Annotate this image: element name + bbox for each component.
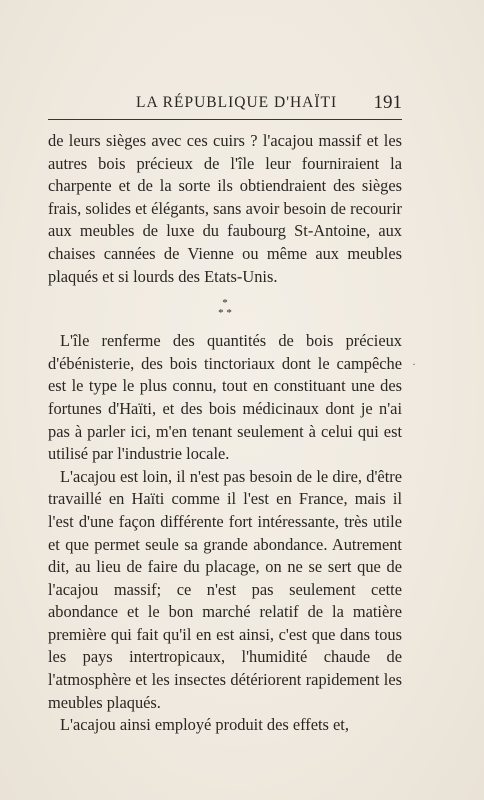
section-separator bbox=[48, 298, 402, 318]
paragraph: L'acajou est loin, il n'est pas besoin de le dire, d'être travaillé en Haïti comme il l'est en France, mais il l'est d'une façon différente fort intéressante, très utile et que permet seule sa grande abondance. Autrement dit, au lieu de faire du placage, on ne se sert que de l'acajou massif; ce n'est pas seulement cette abondance et le bon marché relatif de la matière première qui fait qu'il en est ainsi, c'est que dans tous les pays intertropicaux, l'humidité chaude de l'atmosphère et les insectes détériorent rapidement les meubles plaqués. bbox=[48, 466, 402, 712]
body-text bbox=[48, 130, 402, 737]
header-rule bbox=[48, 119, 402, 120]
running-title: LA RÉPUBLIQUE D'HAÏTI bbox=[136, 94, 338, 111]
paragraph-continued: de leurs sièges avec ces cuirs ? l'acajou massif et les autres bois précieux de l'île leur fourniraient la charpente et de la sorte ils obtiendraient des sièges frais, solides et élégants, sans avoir besoin de recourir aux meubles de luxe du faubourg St-Antoine, aux chaises cannées de Vienne ou même aux meubles plaqués et si lourds des Etats-Unis. bbox=[48, 131, 402, 286]
page-header bbox=[48, 92, 402, 118]
separator-top-asterisk: * bbox=[222, 297, 228, 310]
separator-bottom-asterisks: * * bbox=[218, 307, 232, 320]
margin-mark: · bbox=[412, 357, 416, 371]
paragraph: L'île renferme des quantités de bois précieux d'ébénisterie, des bois tinctoriaux dont le campêche est le type le plus connu, tout en constituant une des fortunes d'Haïti, et des bois médicinaux dont je n'ai pas à parler ici, m'en tenant seulement à celui qui est utilisé par l'industrie locale. bbox=[48, 331, 402, 464]
paragraph-last: L'acajou ainsi employé produit des effets et, bbox=[60, 715, 349, 735]
page-number: 191 bbox=[373, 92, 402, 113]
